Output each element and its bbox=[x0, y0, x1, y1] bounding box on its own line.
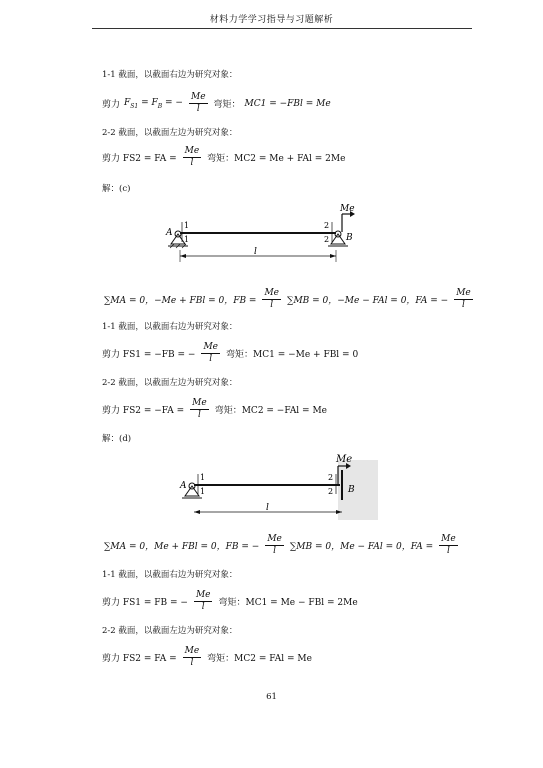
d1-equation bbox=[102, 590, 358, 613]
c1-equation bbox=[102, 342, 358, 365]
label-l-d: l bbox=[266, 503, 269, 513]
d-equilibrium bbox=[104, 534, 460, 557]
b1-moment: MC1 = −FBl = Me bbox=[244, 98, 331, 109]
c-eq-left: ∑MA = 0，−Me + FBl = 0，FB = bbox=[104, 296, 257, 306]
d1-fraction: $\frac{Me}{l}$ bbox=[195, 590, 211, 612]
sec2-bot-d: 2 bbox=[328, 487, 334, 496]
header-rule bbox=[92, 28, 472, 29]
d2-line: 2-2 截面，以截面左边为研究对象： bbox=[102, 626, 238, 636]
d2-moment: 弯矩：MC2 = FAl = Me bbox=[207, 654, 312, 664]
b1-line: 1-1 截面，以截面右边为研究对象： bbox=[102, 70, 238, 80]
d2-shear: 剪力 FS2 = FA = bbox=[102, 654, 177, 664]
c2-shear: 剪力 FS2 = −FA = bbox=[102, 406, 185, 416]
page-number: 61 bbox=[266, 692, 277, 702]
label-l-c: l bbox=[254, 247, 257, 257]
sec2-top-d: 2 bbox=[328, 473, 334, 482]
d-eq-left: ∑MA = 0，Me + FBl = 0，FB = − bbox=[104, 542, 260, 552]
sec1-top-c: 1 bbox=[184, 221, 190, 230]
b2-moment: 弯矩：MC2 = Me + FAl = 2Me bbox=[207, 154, 346, 164]
sec1-bot-d: 1 bbox=[200, 487, 206, 496]
d-frac2: $\frac{Me}{l}$ bbox=[441, 534, 456, 556]
d1-line: 1-1 截面，以截面右边为研究对象： bbox=[102, 570, 238, 580]
c2-fraction: $\frac{Me}{l}$ bbox=[192, 398, 207, 420]
label-b-c: B bbox=[346, 233, 353, 243]
b2-fraction: $\frac{Me}{l}$ bbox=[184, 146, 200, 168]
sec1-bot-c: 1 bbox=[184, 235, 190, 244]
b2-line: 2-2 截面，以截面左边为研究对象： bbox=[102, 128, 238, 138]
c-eq-right: ∑MB = 0，−Me − FAl = 0，FA = − bbox=[287, 296, 449, 306]
b1-shear-label: 剪力 bbox=[102, 100, 121, 110]
c2-equation bbox=[102, 398, 327, 421]
label-me-d: Me bbox=[336, 454, 353, 465]
c2-line: 2-2 截面，以截面左边为研究对象： bbox=[102, 378, 238, 388]
b1-moment-label: 弯矩： bbox=[213, 100, 241, 110]
running-header: 材料力学学习指导与习题解析 bbox=[209, 15, 334, 25]
b2-equation bbox=[102, 146, 345, 169]
b1-equation bbox=[102, 92, 331, 115]
d-frac1: $\frac{Me}{l}$ bbox=[267, 534, 282, 556]
c1-moment: 弯矩：MC1 = −Me + FBl = 0 bbox=[226, 350, 359, 360]
d2-equation bbox=[102, 646, 312, 669]
d2-fraction: $\frac{Me}{l}$ bbox=[184, 646, 200, 668]
label-me-c: Me bbox=[340, 204, 355, 214]
c1-line: 1-1 截面，以截面右边为研究对象： bbox=[102, 322, 238, 332]
label-a-d: A bbox=[180, 481, 187, 491]
b1-fraction: $\frac{Me}{l}$ bbox=[190, 92, 206, 114]
c1-shear: 剪力 FS1 = −FB = − bbox=[102, 350, 196, 360]
c1-fraction: $\frac{Me}{l}$ bbox=[203, 342, 219, 364]
sec2-bot-c: 2 bbox=[324, 235, 330, 244]
b1-shear-expr: $F_{S1} = F_B$ = − bbox=[124, 97, 183, 110]
figure-d-beam-diagram bbox=[178, 450, 378, 522]
d-eq-right: ∑MB = 0，Me − FAl = 0，FA = bbox=[289, 542, 434, 552]
sec1-top-d: 1 bbox=[200, 473, 206, 482]
sec2-top-c: 2 bbox=[324, 221, 330, 230]
figure-c-beam-diagram bbox=[160, 204, 360, 274]
wall-shading-d bbox=[338, 460, 378, 520]
d1-shear: 剪力 FS1 = FB = − bbox=[102, 598, 188, 608]
label-a-c: A bbox=[166, 228, 173, 238]
label-b-d: B bbox=[348, 485, 355, 495]
c-frac1: $\frac{Me}{l}$ bbox=[264, 288, 280, 310]
c-frac2: $\frac{Me}{l}$ bbox=[456, 288, 471, 310]
d1-moment: 弯矩：MC1 = Me − FBl = 2Me bbox=[218, 598, 358, 608]
c2-moment: 弯矩：MC2 = −FAl = Me bbox=[214, 406, 327, 416]
c-equilibrium bbox=[104, 288, 475, 311]
b2-shear: 剪力 FS2 = FA = bbox=[102, 154, 177, 164]
solution-d-label: 解：(d) bbox=[102, 434, 132, 444]
solution-c-label: 解：(c) bbox=[102, 184, 131, 194]
